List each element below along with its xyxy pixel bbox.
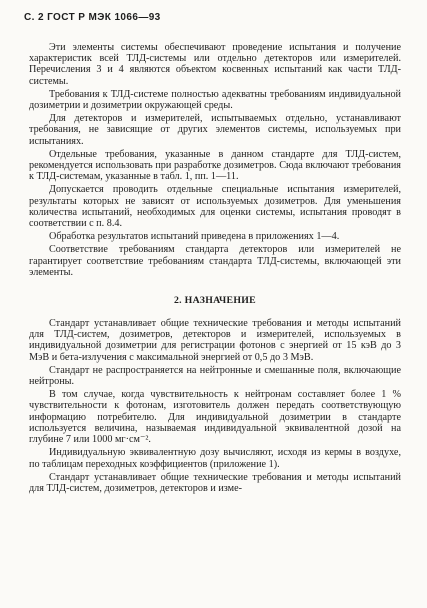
paragraph: Обработка результатов испытаний приведена в приложениях 1—4.	[49, 231, 340, 243]
paragraph: В том случае, когда чувствительность к нейтронам составляет более 1 % чувствительности к фотонам, изготовитель должен передать соответствующую информацию потребителю. Для индивидуальной дозиметрии в стандарте используется величина, называемая индивидуальной эквивалентной дозой на глубине 7 или 1000 мг·см⁻².	[29, 389, 401, 446]
paragraph: Для детекторов и измерителей, испытываемых отдельно, устанавливают требования, не зависящие от других элементов системы, используемых при испытаниях.	[29, 113, 401, 147]
paragraph: Допускается проводить отдельные специальные испытания измерителей, результаты которых не зависят от используемых дозиметров. Для уменьшения количества испытаний, необходимых для оценки системы, испытания проводят в соответствии с п. 8.4.	[29, 184, 401, 230]
paragraph: Стандарт устанавливает общие технические требования и методы испытаний для ТЛД-систем, дозиметров, детекторов и изме-	[29, 471, 401, 494]
paragraph: Соответствие требованиям стандарта детекторов или измерителей не гарантирует соответствие требованиям стандарта ТЛД-системы, включающей эти элементы.	[29, 244, 401, 278]
paragraph: Эти элементы системы обеспечивают проведение испытания и получение характеристик всей ТЛД-системы или отдельно детекторов или измерителей. Перечисления 3 и 4 являются объектом косвенных испытаний как части ТЛД-системы.	[29, 42, 401, 87]
paragraph: Стандарт не распространяется на нейтронные и смешанные поля, включающие нейтроны.	[29, 364, 401, 388]
paragraph: Отдельные требования, указанные в данном стандарте для ТЛД-систем, рекомендуется использовать при разработке дозиметров. Сюда включают требования к ТЛД-системам, указанные в табл. 1, пп. 1—11.	[29, 148, 401, 183]
paragraph: Требования к ТЛД-системе полностью адекватны требованиям индивидуальной дозиметрии и дозиметрии окружающей среды.	[29, 88, 401, 112]
document-body	[29, 42, 401, 494]
paragraph: Индивидуальную эквивалентную дозу вычисляют, исходя из кермы в воздухе, по таблицам переходных коэффициентов (приложение 1).	[29, 447, 401, 470]
page-header: С. 2 ГОСТ Р МЭК 1066—93	[24, 12, 161, 23]
paragraph: Стандарт устанавливает общие технические требования и методы испытаний для ТЛД-систем, дозиметров, детекторов и измерителей, используемых в индивидуальной дозиметрии для регистрации фотонов с энергией от 15 кэВ до 3 МэВ и бета-излучения с максимальной энергией от 0,5 до 3 МэВ.	[29, 318, 401, 363]
section-heading: 2. НАЗНАЧЕНИЕ	[173, 295, 257, 307]
